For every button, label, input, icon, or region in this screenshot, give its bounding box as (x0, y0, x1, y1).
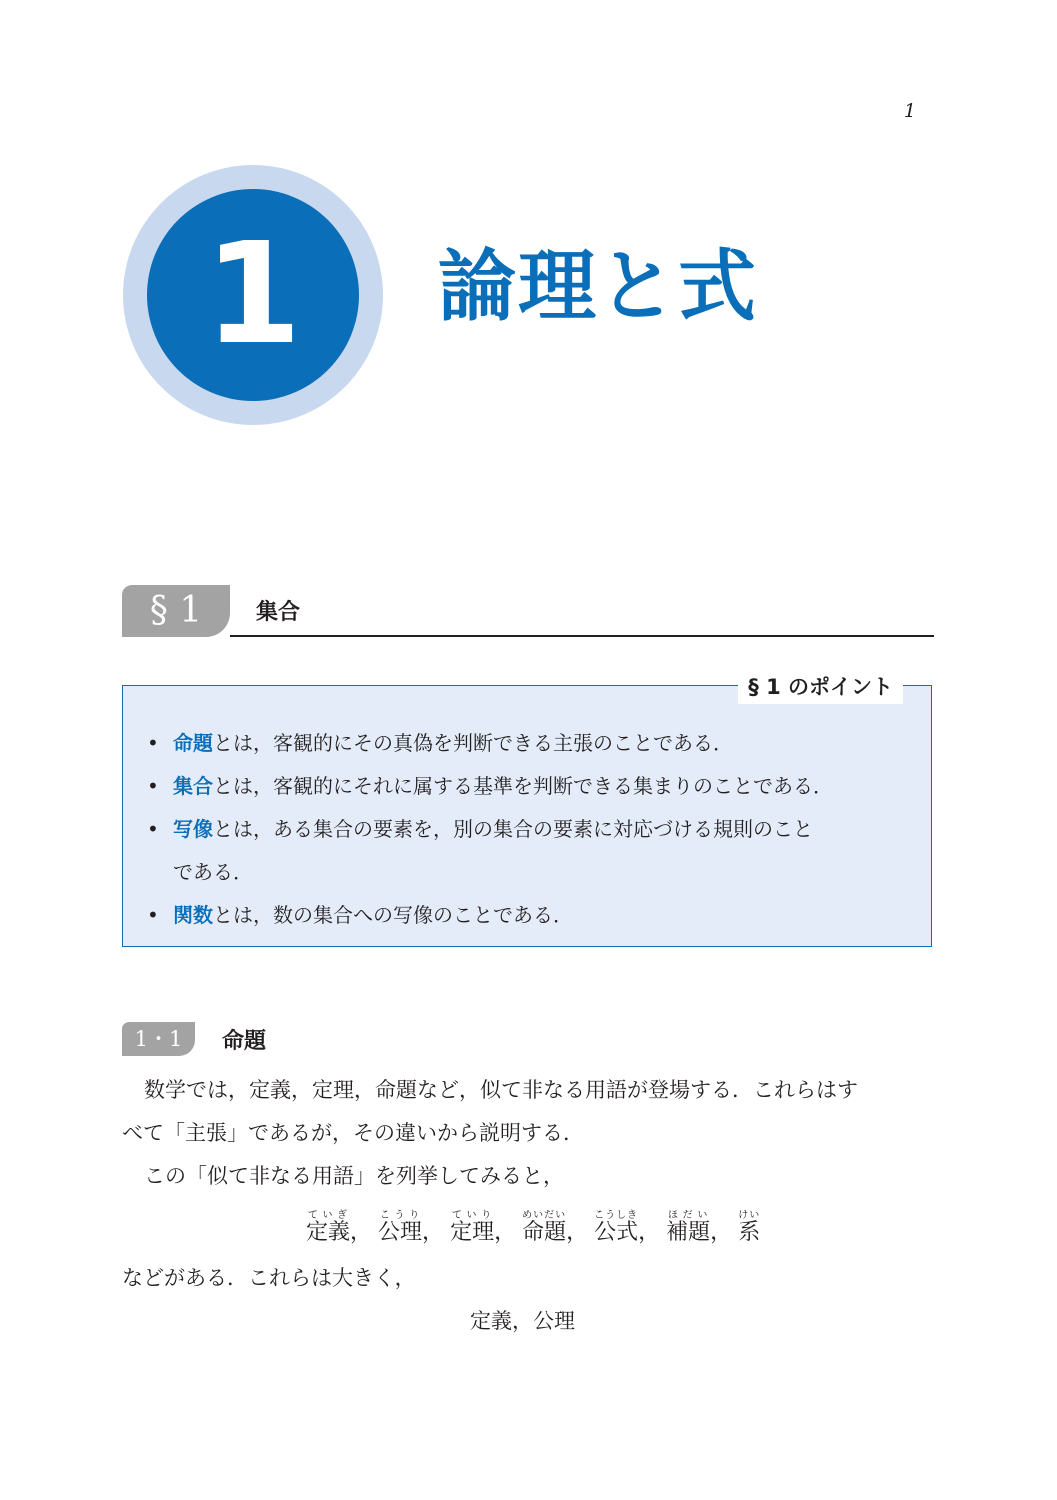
term-item (594, 1210, 666, 1246)
points-box (122, 675, 932, 947)
bullet-icon: • (147, 903, 159, 927)
point-item (147, 765, 917, 808)
subsection-label: 1・1 (122, 1022, 195, 1056)
term-separator: ， (350, 1220, 373, 1245)
point-term: 命題 (173, 731, 213, 755)
chapter-badge-inner (147, 189, 359, 401)
term-item (738, 1210, 760, 1246)
body-paragraph-line: この「似て非なる用語」を列挙してみると， (144, 1164, 564, 1188)
chapter-number: 1 (204, 213, 302, 376)
chapter-title: 論理と式 (438, 242, 759, 332)
point-text-continued: である． (173, 860, 253, 884)
term-separator: ， (638, 1220, 661, 1245)
subsection-title: 命題 (222, 1029, 267, 1054)
section-rule (230, 635, 934, 637)
term-separator: ， (710, 1220, 733, 1245)
term-separator: ， (422, 1220, 445, 1245)
section-title: 集合 (256, 600, 301, 625)
term-word: 定義ていぎ (306, 1210, 351, 1245)
body-paragraph-line: 定義，公理 (470, 1309, 575, 1333)
point-text: とは，客観的にそれに属する基準を判断できる集まりのことである． (213, 774, 833, 798)
point-term: 関数 (173, 903, 213, 927)
body-paragraph-line: などがある．これらは大きく， (122, 1266, 416, 1290)
point-item (147, 894, 917, 937)
points-list (147, 722, 917, 937)
point-item (147, 722, 917, 765)
point-text: とは，客観的にその真偽を判断できる主張のことである． (213, 731, 733, 755)
term-item (306, 1210, 378, 1246)
terms-list (306, 1210, 760, 1246)
term-item (666, 1210, 738, 1246)
page-number: 1 (903, 100, 916, 122)
bullet-icon: • (147, 731, 159, 755)
term-item (522, 1210, 594, 1246)
body-paragraph-line: 数学では，定義，定理，命題など，似て非なる用語が登場する．これらはす (144, 1078, 858, 1102)
chapter-badge (123, 165, 383, 425)
point-term: 写像 (173, 817, 213, 841)
bullet-icon: • (147, 774, 159, 798)
term-item (378, 1210, 450, 1246)
point-text: とは，ある集合の要素を，別の集合の要素に対応づける規則のこと (213, 817, 813, 841)
point-text: とは，数の集合への写像のことである． (213, 903, 573, 927)
point-item (147, 808, 917, 894)
section-label: § 1 (122, 585, 230, 637)
points-label: § 1 のポイント (738, 670, 903, 704)
section-header (122, 585, 934, 640)
term-word: 公式こうしき (594, 1210, 639, 1245)
body-paragraph-line: べて「主張」であるが，その違いから説明する． (122, 1121, 584, 1145)
term-separator: ， (566, 1220, 589, 1245)
term-word: 公理こうり (378, 1210, 423, 1245)
bullet-icon: • (147, 817, 159, 841)
term-word: 系けい (738, 1210, 761, 1245)
term-item (450, 1210, 522, 1246)
term-word: 補題ほだい (666, 1210, 711, 1245)
term-separator: ， (494, 1220, 517, 1245)
point-term: 集合 (173, 774, 213, 798)
term-word: 命題めいだい (522, 1210, 567, 1245)
term-word: 定理ていり (450, 1210, 495, 1245)
